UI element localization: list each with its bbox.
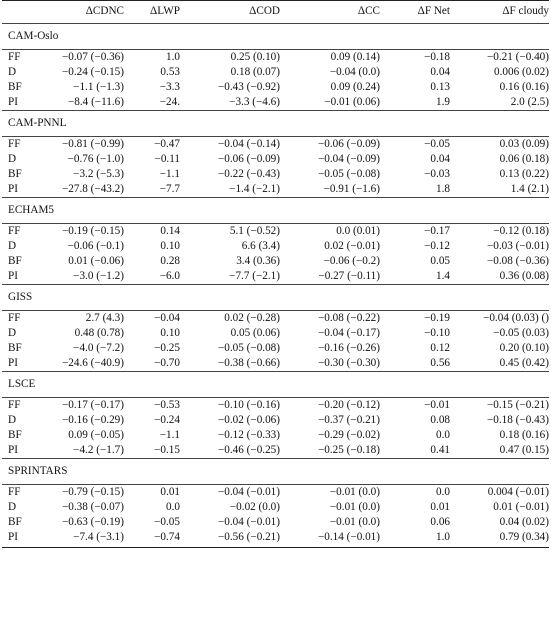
table-cell: −1.1	[159, 429, 180, 441]
table-row	[2, 485, 549, 501]
table-cell: −0.81 (−0.99)	[30, 137, 124, 153]
table-cell: 0.53	[160, 66, 180, 78]
header-cdnc: ΔCDNC	[30, 1, 124, 24]
table-cell: −7.4 (−3.1)	[30, 530, 124, 548]
table-cell: −0.04 (−0.01)	[217, 516, 280, 528]
table-cell: −0.22 (−0.43)	[217, 168, 280, 180]
table-cell: 0.0	[436, 429, 450, 441]
row-label: D	[8, 240, 17, 252]
table-row	[2, 182, 549, 198]
table-row	[2, 326, 549, 341]
row-label: BF	[8, 516, 22, 528]
table-cell: 0.04 (0.02)	[499, 516, 549, 528]
table-cell: −0.38 (−0.07)	[61, 501, 124, 513]
table-cell: −0.04 (0.03) ()	[450, 311, 549, 327]
row-label: D	[8, 327, 17, 339]
table-cell: −6.0	[159, 270, 180, 282]
table-row	[2, 341, 549, 356]
table-cell: −0.43 (−0.92)	[217, 81, 280, 93]
table-cell: −0.18 (−0.43)	[486, 414, 549, 426]
table-cell: 0.45 (0.42)	[499, 357, 549, 369]
section-header-row	[2, 111, 549, 137]
table-cell: −0.15	[154, 444, 180, 456]
table-cell: −8.4 (−11.6)	[67, 96, 124, 108]
results-table	[2, 0, 549, 548]
table-cell: −0.47	[124, 137, 180, 153]
table-cell: −0.24	[154, 414, 180, 426]
row-label: BF	[8, 168, 22, 180]
table-row	[2, 530, 549, 548]
table-cell: 0.79 (0.34)	[450, 530, 549, 548]
table-cell: −0.79 (−0.15)	[30, 485, 124, 501]
row-label: D	[8, 66, 17, 78]
section-title: GISS	[2, 285, 549, 311]
table-cell: 0.004 (−0.01)	[450, 485, 549, 501]
table-row	[2, 254, 549, 269]
table-row	[2, 311, 549, 327]
row-label: D	[8, 153, 17, 165]
row-label: FF	[2, 50, 30, 66]
table-cell: 1.0	[380, 530, 450, 548]
table-cell: −0.01 (0.0)	[329, 501, 380, 513]
header-cod: ΔCOD	[180, 1, 280, 24]
table-cell: 0.13	[430, 81, 450, 93]
section-title: SPRINTARS	[2, 459, 549, 485]
table-row	[2, 356, 549, 372]
table-row	[2, 50, 549, 66]
table-cell: −4.2 (−1.7)	[73, 444, 124, 456]
table-cell: 1.9	[436, 96, 450, 108]
row-label: FF	[2, 485, 30, 501]
table-cell: −0.01 (0.06)	[324, 96, 380, 108]
header-lwp: ΔLWP	[124, 1, 180, 24]
table-cell: −0.16 (−0.26)	[317, 342, 380, 354]
table-cell: 0.12	[430, 342, 450, 354]
table-cell: 0.05 (0.06)	[230, 327, 280, 339]
table-cell: 1.4	[436, 270, 450, 282]
table-row	[2, 167, 549, 182]
table-cell: 0.01 (−0.06)	[68, 255, 124, 267]
row-label: BF	[8, 429, 22, 441]
table-cell: −0.02 (0.0)	[229, 501, 280, 513]
table-cell: −0.18	[380, 50, 450, 66]
table-cell: 0.02 (−0.01)	[324, 240, 380, 252]
table-cell: 1.4 (2.1)	[510, 183, 549, 195]
table-cell: −0.27 (−0.11)	[318, 270, 380, 282]
row-label: FF	[2, 311, 30, 327]
table-cell: −1.1 (−1.3)	[73, 81, 124, 93]
table-cell: −0.63 (−0.19)	[61, 516, 124, 528]
table-cell: 0.09 (−0.05)	[68, 429, 124, 441]
table-cell: 0.09 (0.14)	[280, 50, 380, 66]
table-cell: −7.7	[159, 183, 180, 195]
table-cell: −0.20 (−0.12)	[280, 398, 380, 414]
header-corner	[2, 1, 30, 24]
table-cell: −0.46 (−0.25)	[217, 444, 280, 456]
table-cell: 5.1 (−0.52)	[180, 224, 280, 240]
section-header-row	[2, 285, 549, 311]
table-cell: −0.01 (0.0)	[329, 516, 380, 528]
table-row	[2, 152, 549, 167]
row-label: D	[8, 501, 17, 513]
table-row	[2, 239, 549, 254]
table-cell: −0.10	[424, 327, 450, 339]
table-cell: 0.14	[124, 224, 180, 240]
header-f-cloudy: ΔF cloudy	[450, 1, 549, 24]
section-header-row	[2, 459, 549, 485]
table-cell: 0.48 (0.78)	[74, 327, 124, 339]
row-label: BF	[8, 255, 22, 267]
row-label: BF	[8, 81, 22, 93]
row-label: PI	[8, 96, 18, 108]
section-title: CAM-Oslo	[2, 24, 549, 50]
table-cell: 0.47 (0.15)	[499, 444, 549, 456]
table-cell: 0.04	[430, 153, 450, 165]
table-cell: −0.24 (−0.15)	[61, 66, 124, 78]
table-cell: −0.17	[380, 224, 450, 240]
table-row	[2, 428, 549, 443]
table-cell: −0.37 (−0.21)	[317, 414, 380, 426]
table-cell: 0.0	[166, 501, 180, 513]
table-cell: −0.17 (−0.17)	[30, 398, 124, 414]
table-cell: −24.	[159, 96, 180, 108]
header-cc: ΔCC	[280, 1, 380, 24]
table-cell: −0.12 (0.18)	[450, 224, 549, 240]
row-label: PI	[2, 530, 30, 548]
table-cell: −0.38 (−0.66)	[217, 357, 280, 369]
table-cell: −0.04 (−0.09)	[317, 153, 380, 165]
table-cell: 0.06 (0.18)	[499, 153, 549, 165]
table-cell: −0.12 (−0.33)	[217, 429, 280, 441]
table-cell: 0.03 (0.09)	[450, 137, 549, 153]
table-cell: 0.10	[160, 327, 180, 339]
row-label: FF	[2, 398, 30, 414]
table-cell: 2.7 (4.3)	[30, 311, 124, 327]
table-cell: −0.76 (−1.0)	[67, 153, 124, 165]
row-label: FF	[2, 137, 30, 153]
table-cell: −4.0 (−7.2)	[73, 342, 124, 354]
table-cell: 0.36 (0.08)	[499, 270, 549, 282]
table-cell: −0.56 (−0.21)	[180, 530, 280, 548]
row-label: PI	[8, 183, 18, 195]
table-cell: −0.05	[380, 137, 450, 153]
table-cell: −0.11	[154, 153, 180, 165]
section-header-row	[2, 372, 549, 398]
table-cell: 0.13 (0.22)	[499, 168, 549, 180]
table-cell: −3.2 (−5.3)	[73, 168, 124, 180]
row-label: BF	[8, 342, 22, 354]
table-cell: −0.70	[154, 357, 180, 369]
section-title: ECHAM5	[2, 198, 549, 224]
table-row	[2, 224, 549, 240]
table-cell: 0.18 (0.16)	[499, 429, 549, 441]
table-cell: −0.04 (0.0)	[329, 66, 380, 78]
table-row	[2, 95, 549, 111]
table-cell: −3.0 (−1.2)	[73, 270, 124, 282]
table-cell: −0.05 (−0.08)	[217, 342, 280, 354]
table-cell: −0.04 (−0.01)	[180, 485, 280, 501]
table-body	[2, 24, 549, 548]
table-cell: −0.04 (−0.17)	[317, 327, 380, 339]
table-cell: −0.06 (−0.2)	[323, 255, 380, 267]
table-cell: 0.25 (0.10)	[180, 50, 280, 66]
table-cell: 0.01	[124, 485, 180, 501]
table-cell: −0.06 (−0.1)	[67, 240, 124, 252]
table-cell: −7.7 (−2.1)	[229, 270, 280, 282]
table-cell: 0.01	[430, 501, 450, 513]
row-label: PI	[8, 270, 18, 282]
table-cell: 0.16 (0.16)	[499, 81, 549, 93]
table-cell: −0.03	[424, 168, 450, 180]
table-cell: −0.21 (−0.40)	[450, 50, 549, 66]
table-cell: 0.0	[380, 485, 450, 501]
table-cell: −0.05	[154, 516, 180, 528]
row-label: FF	[2, 224, 30, 240]
table-cell: −0.04	[124, 311, 180, 327]
table-row	[2, 269, 549, 285]
table-cell: 2.0 (2.5)	[510, 96, 549, 108]
table-cell: 0.0 (0.01)	[280, 224, 380, 240]
table-cell: −0.25 (−0.18)	[317, 444, 380, 456]
table-cell: 0.08	[430, 414, 450, 426]
table-row	[2, 398, 549, 414]
table-cell: −0.10 (−0.16)	[180, 398, 280, 414]
table-cell: −0.08 (−0.36)	[486, 255, 549, 267]
table-cell: −0.19	[380, 311, 450, 327]
table-cell: 3.4 (0.36)	[236, 255, 280, 267]
table-cell: −0.12	[424, 240, 450, 252]
table-cell: −0.07 (−0.36)	[30, 50, 124, 66]
table-cell: −0.25	[154, 342, 180, 354]
table-cell: −3.3 (−4.6)	[229, 96, 280, 108]
header-f-net: ΔF Net	[380, 1, 450, 24]
table-cell: −0.04 (−0.14)	[180, 137, 280, 153]
table-cell: 0.09 (0.24)	[330, 81, 380, 93]
table-cell: −0.19 (−0.15)	[30, 224, 124, 240]
table-row	[2, 443, 549, 459]
table-cell: −0.03 (−0.01)	[486, 240, 549, 252]
table-cell: 0.41	[430, 444, 450, 456]
row-label: D	[8, 414, 17, 426]
table-cell: −0.30 (−0.30)	[317, 357, 380, 369]
table-cell: −27.8 (−43.2)	[61, 183, 124, 195]
table-cell: −0.01 (0.0)	[280, 485, 380, 501]
table-cell: −1.4 (−2.1)	[229, 183, 280, 195]
table-row	[2, 515, 549, 530]
section-header-row	[2, 24, 549, 50]
section-header-row	[2, 198, 549, 224]
table-cell: 0.02 (−0.28)	[180, 311, 280, 327]
table-cell: −0.06 (−0.09)	[217, 153, 280, 165]
table-row	[2, 413, 549, 428]
table-cell: 1.0	[124, 50, 180, 66]
table-cell: 0.28	[160, 255, 180, 267]
table-cell: −0.15 (−0.21)	[450, 398, 549, 414]
section-title: CAM-PNNL	[2, 111, 549, 137]
table-cell: 0.01 (−0.01)	[493, 501, 549, 513]
table-cell: −0.01	[380, 398, 450, 414]
table-cell: −0.29 (−0.02)	[317, 429, 380, 441]
table-row	[2, 65, 549, 80]
table-cell: 0.05	[430, 255, 450, 267]
table-cell: 0.56	[430, 357, 450, 369]
table-cell: −3.3	[159, 81, 180, 93]
table-cell: −0.02 (−0.06)	[217, 414, 280, 426]
table-cell: −0.53	[124, 398, 180, 414]
table-cell: 0.06	[430, 516, 450, 528]
table-cell: −1.1	[159, 168, 180, 180]
table-row	[2, 137, 549, 153]
table-cell: 0.20 (0.10)	[499, 342, 549, 354]
table-cell: 6.6 (3.4)	[241, 240, 280, 252]
table-row	[2, 80, 549, 95]
table-cell: −0.74	[124, 530, 180, 548]
table-cell: 0.10	[160, 240, 180, 252]
table-cell: −0.08 (−0.22)	[280, 311, 380, 327]
table-row	[2, 500, 549, 515]
table-cell: 1.8	[436, 183, 450, 195]
header-row	[2, 1, 549, 24]
table-cell: −0.16 (−0.29)	[61, 414, 124, 426]
table-cell: −0.06 (−0.09)	[280, 137, 380, 153]
section-title: LSCE	[2, 372, 549, 398]
table-cell: 0.18 (0.07)	[230, 66, 280, 78]
table-cell: 0.006 (0.02)	[494, 66, 549, 78]
row-label: PI	[8, 357, 18, 369]
table-cell: −0.05 (−0.08)	[317, 168, 380, 180]
table-cell: −0.05 (0.03)	[493, 327, 549, 339]
table-cell: −0.91 (−1.6)	[323, 183, 380, 195]
row-label: PI	[8, 444, 18, 456]
table-cell: 0.04	[430, 66, 450, 78]
table-cell: −0.14 (−0.01)	[280, 530, 380, 548]
table-cell: −24.6 (−40.9)	[61, 357, 124, 369]
